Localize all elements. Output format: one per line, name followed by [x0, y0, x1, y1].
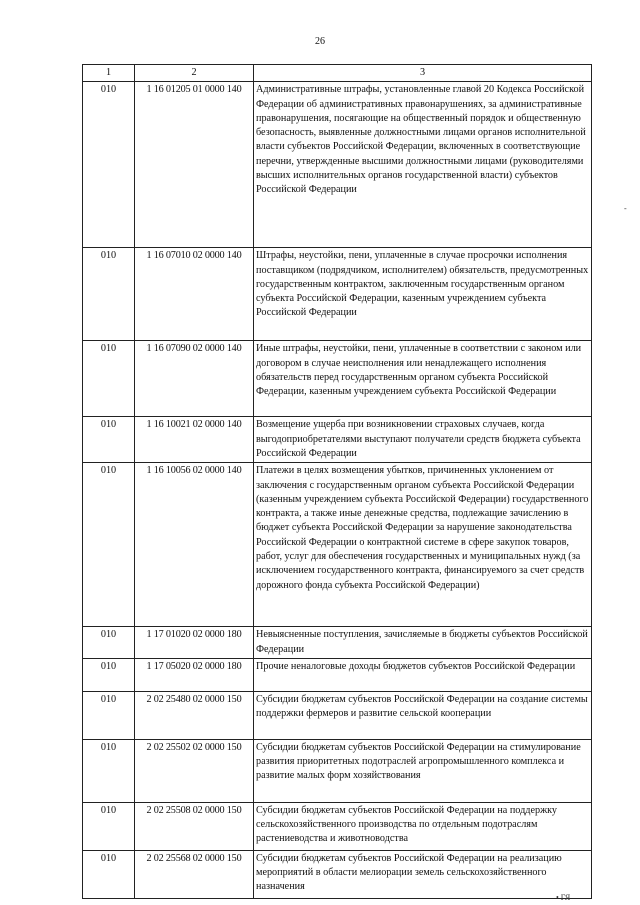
margin-mark-right: -: [624, 204, 627, 213]
admin-code-cell: 010: [83, 248, 135, 341]
admin-code-cell: 010: [83, 850, 135, 898]
description-cell: Прочие неналоговые доходы бюджетов субъектов Российской Федерации: [254, 658, 592, 691]
column-header-2: 2: [135, 65, 254, 82]
table-row: [83, 417, 592, 463]
budget-code-cell: 1 16 01205 01 0000 140: [135, 82, 254, 248]
budget-code-cell: 1 17 01020 02 0000 180: [135, 627, 254, 659]
description-cell: Иные штрафы, неустойки, пени, уплаченные в соответствии с законом или договором в случае неисполнения или ненадлежащего исполнения обязательств перед государственным органом субъекта Российской Федерации, казенным учреждением субъекта Российской Федерации: [254, 341, 592, 417]
table-row: [83, 341, 592, 417]
description-cell: Субсидии бюджетам субъектов Российской Федерации на стимулирование развития приоритетных подотраслей агропромышленного комплекса и развитие малых форм хозяйствования: [254, 739, 592, 802]
table-row: [83, 739, 592, 802]
budget-code-cell: 1 16 07090 02 0000 140: [135, 341, 254, 417]
page-number: 26: [315, 36, 325, 47]
budget-code-cell: 1 16 10021 02 0000 140: [135, 417, 254, 463]
admin-code-cell: 010: [83, 691, 135, 739]
table-row: [83, 802, 592, 850]
admin-code-cell: 010: [83, 802, 135, 850]
description-cell: Возмещение ущерба при возникновении страховых случаев, когда выгодоприобретателями выступают получатели средств бюджета субъекта Российской Федерации: [254, 417, 592, 463]
budget-code-cell: 1 16 07010 02 0000 140: [135, 248, 254, 341]
description-cell: Невыясненные поступления, зачисляемые в бюджеты субъектов Российской Федерации: [254, 627, 592, 659]
admin-code-cell: 010: [83, 658, 135, 691]
table-row: [83, 248, 592, 341]
budget-code-cell: 2 02 25480 02 0000 150: [135, 691, 254, 739]
description-cell: Субсидии бюджетам субъектов Российской Федерации на создание системы поддержки фермеров и развитие сельской кооперации: [254, 691, 592, 739]
budget-code-cell: 1 17 05020 02 0000 180: [135, 658, 254, 691]
description-cell: Административные штрафы, установленные главой 20 Кодекса Российской Федерации об административных правонарушениях, за административные правонарушения, посягающие на общественный порядок и общественную безопасность, выявленные должностными лицами органов исполнительной власти субъектов Российской Федерации, включенных в соответствующие перечни, утвержденные высшими должностными лицами (руководителями высших исполнительных органов государственной власти) субъектов Российской Федерации: [254, 82, 592, 248]
table-row: [83, 627, 592, 659]
admin-code-cell: 010: [83, 341, 135, 417]
budget-code-cell: 2 02 25568 02 0000 150: [135, 850, 254, 898]
column-header-1: 1: [83, 65, 135, 82]
budget-code-cell: 2 02 25502 02 0000 150: [135, 739, 254, 802]
table-row: [83, 463, 592, 627]
revenue-codes-table: [82, 64, 592, 899]
description-cell: Штрафы, неустойки, пени, уплаченные в случае просрочки исполнения поставщиком (подрядчиком, исполнителем) обязательств, предусмотренных государственным контрактом, заключенным государственным органом субъекта Российской Федерации, казенным учреждением субъекта Российской Федерации: [254, 248, 592, 341]
admin-code-cell: 010: [83, 417, 135, 463]
description-cell: Платежи в целях возмещения убытков, причиненных уклонением от заключения с государственным органом субъекта Российской Федерации (казенным учреждением субъекта Российской Федерации) государственного контракта, а также иные денежные средства, подлежащие зачислению в бюджет субъекта Российской Федерации за нарушение законодательства Российской Федерации о контрактной системе в сфере закупок товаров, работ, услуг для обеспечения государственных и муниципальных нужд (за исключением государственного контракта, финансируемого за счет средств дорожного фонда субъекта Российской Федерации): [254, 463, 592, 627]
budget-code-cell: 2 02 25508 02 0000 150: [135, 802, 254, 850]
table-header-row: [83, 65, 592, 82]
admin-code-cell: 010: [83, 739, 135, 802]
description-cell: Субсидии бюджетам субъектов Российской Федерации на поддержку сельскохозяйственного производства по отдельным подотраслям растениеводства и животноводства: [254, 802, 592, 850]
description-cell: Субсидии бюджетам субъектов Российской Федерации на реализацию мероприятий в области мелиорации земель сельскохозяйственного назначения: [254, 850, 592, 898]
admin-code-cell: 010: [83, 463, 135, 627]
budget-code-cell: 1 16 10056 02 0000 140: [135, 463, 254, 627]
table-row: [83, 658, 592, 691]
table-row: [83, 850, 592, 898]
admin-code-cell: 010: [83, 627, 135, 659]
table-row: [83, 691, 592, 739]
admin-code-cell: 010: [83, 82, 135, 248]
table-row: [83, 82, 592, 248]
column-header-3: 3: [254, 65, 592, 82]
margin-mark-bottom: • ГЯ: [556, 893, 571, 902]
